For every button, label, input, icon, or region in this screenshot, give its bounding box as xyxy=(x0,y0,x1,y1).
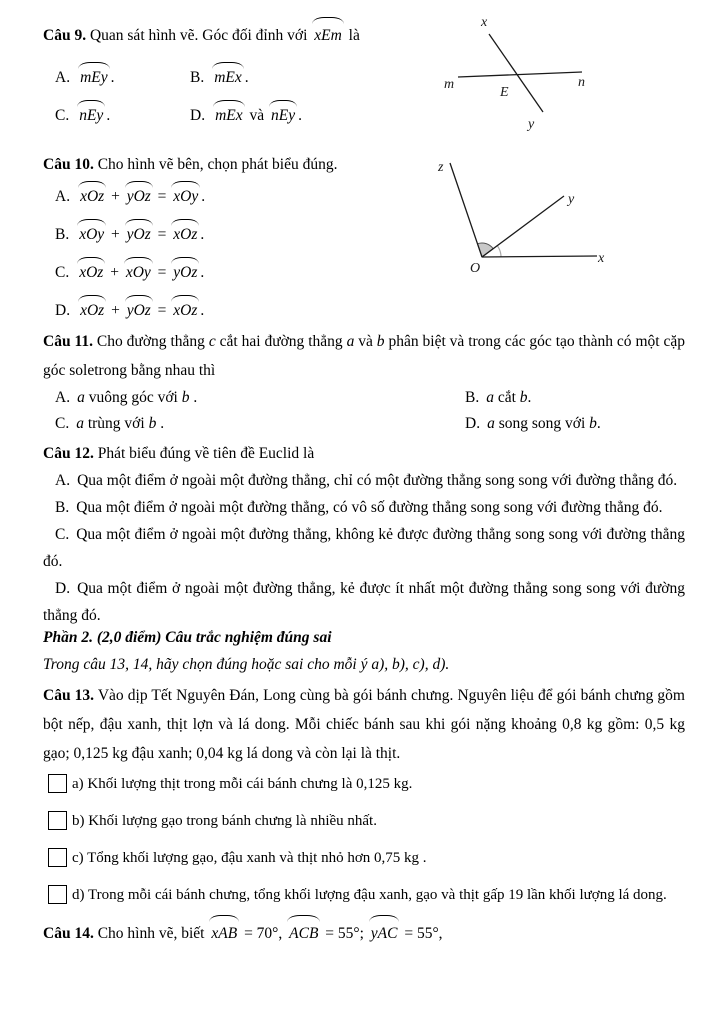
statement-row-b xyxy=(48,809,685,833)
part-2-heading: Phần 2. (2,0 điểm) Câu trắc nghiệm đúng sai xyxy=(43,629,332,646)
question-9-text: Quan sát hình vẽ. Góc đối đỉnh với xEm là xyxy=(86,27,360,44)
label-E: E xyxy=(500,85,509,100)
label-x: x xyxy=(598,251,605,266)
checkbox-d[interactable] xyxy=(48,885,67,904)
option-9-d: D. mEx và nEy . xyxy=(178,101,302,128)
question-10-text: Cho hình vẽ bên, chọn phát biểu đúng. xyxy=(93,156,338,173)
question-14 xyxy=(43,916,685,949)
question-13-title xyxy=(43,681,685,768)
option-12-b: B. Qua một điểm ở ngoài một đường thẳng, có vô số đường thẳng song song với đường thẳng đó. xyxy=(55,499,663,516)
question-12 xyxy=(43,440,685,629)
label-z: z xyxy=(438,160,444,175)
option-10-d: D. xOz + yOz = xOz . xyxy=(43,296,685,323)
label-m: m xyxy=(444,77,455,92)
question-11-label: Câu 11. xyxy=(43,333,94,350)
question-14-label: Câu 14. xyxy=(43,925,94,942)
part-2-section xyxy=(43,625,685,678)
option-11-d: D. a song song với b. xyxy=(465,415,601,432)
option-10-b: B. xOy + yOz = xOz . xyxy=(43,220,685,247)
option-12-d: D. Qua một điểm ở ngoài một đường thẳng, kẻ được ít nhất một đường thẳng song song với đường thẳng đó. xyxy=(43,580,685,624)
question-13-label: Câu 13. xyxy=(43,687,95,704)
ray-Ox xyxy=(482,256,597,257)
question-12-text: Phát biểu đúng về tiên đề Euclid là xyxy=(93,445,315,462)
option-12-c: C. Qua một điểm ở ngoài một đường thẳng, không kẻ được đường thẳng song song với đường thẳng đó. xyxy=(43,526,685,570)
line-xy xyxy=(489,34,543,112)
ray-Oz xyxy=(450,163,482,257)
part-2-instruction: Trong câu 13, 14, hãy chọn đúng hoặc sai cho mỗi ý a), b), c), d). xyxy=(43,656,450,673)
label-n: n xyxy=(578,75,585,90)
label-y: y xyxy=(568,192,575,207)
statement-b-text: b) Khối lượng gạo trong bánh chưng là nhiều nhất. xyxy=(72,813,377,829)
statement-c-text: c) Tổng khối lượng gạo, đậu xanh và thịt nhỏ hơn 0,75 kg . xyxy=(72,850,427,866)
question-9-label: Câu 9. xyxy=(43,27,87,44)
question-13 xyxy=(43,681,685,907)
statement-d-text: d) Trong mỗi cái bánh chưng, tổng khối lượng đậu xanh, gạo và thịt gấp 19 lần khối lượng lá dong. xyxy=(72,887,667,903)
question-11-options-row-2 xyxy=(43,411,685,437)
checkbox-c[interactable] xyxy=(48,848,67,867)
question-13-text: Vào dịp Tết Nguyên Đán, Long cùng bà gói bánh chưng. Nguyên liệu để gói bánh chưng gồm bột nếp, đậu xanh, thịt lợn và lá dong. Mỗi chiếc bánh sau khi gói nặng khoảng 0,8 kg gồm: 0,5 kg gạo; 0,125 kg đậu xanh; 0,04 kg lá dong và còn lại là thịt. xyxy=(43,687,685,762)
question-11-title xyxy=(43,327,689,385)
crossing-lines-figure xyxy=(436,10,616,134)
statement-row-c xyxy=(48,846,685,870)
statement-a-text: a) Khối lượng thịt trong mỗi cái bánh chưng là 0,125 kg. xyxy=(72,776,413,792)
checkbox-a[interactable] xyxy=(48,774,67,793)
question-11-text: Cho đường thẳng c cắt hai đường thẳng a và b phân biệt và trong các góc tạo thành có một cặp góc soletrong bằng nhau thì xyxy=(43,333,689,379)
question-12-label: Câu 12. xyxy=(43,445,94,462)
statement-row-d xyxy=(48,883,685,907)
label-O: O xyxy=(470,261,481,276)
option-12-a: A. Qua một điểm ở ngoài một đường thẳng, chỉ có một đường thẳng song song với đường thẳng đó. xyxy=(55,472,678,489)
question-12-title xyxy=(43,440,685,467)
question-11-options-row-1 xyxy=(43,385,685,411)
option-10-a: A. xOz + yOz = xOy . xyxy=(43,182,685,209)
option-9-b: B. mEx . xyxy=(178,63,249,90)
label-x: x xyxy=(481,15,488,30)
statement-row-a xyxy=(48,772,685,796)
angle-rays-figure xyxy=(436,153,621,277)
question-10-label: Câu 10. xyxy=(43,156,94,173)
angle-arc-mark xyxy=(497,246,501,257)
option-10-c: C. xOz + xOy = yOz . xyxy=(43,258,685,285)
checkbox-b[interactable] xyxy=(48,811,67,830)
ray-Oy xyxy=(482,196,564,257)
option-11-a: A. a vuông góc với b . xyxy=(55,389,198,406)
label-y: y xyxy=(528,117,535,132)
question-14-title xyxy=(43,916,685,949)
option-11-b: B. a cắt b. xyxy=(465,389,532,406)
question-11 xyxy=(43,327,689,437)
option-9-a: A. mEy . xyxy=(43,63,178,90)
option-11-c: C. a trùng với b . xyxy=(55,415,165,432)
option-9-c: C. nEy . xyxy=(43,101,178,128)
question-14-text: Cho hình vẽ, biết xAB = 70°, ACB = 55°; yAC = 55°, xyxy=(94,925,443,942)
line-mn xyxy=(458,72,582,77)
